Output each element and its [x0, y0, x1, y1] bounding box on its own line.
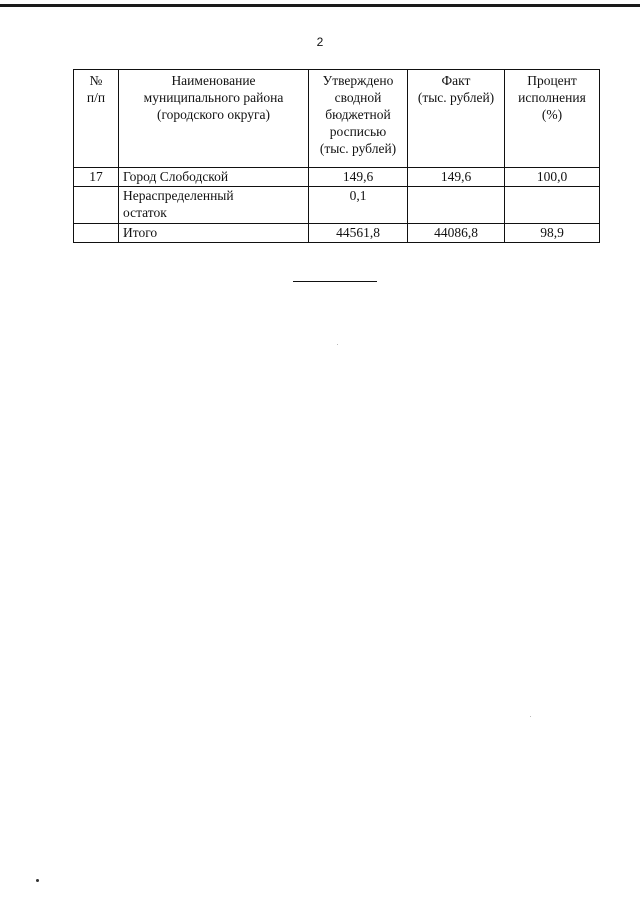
- top-scan-border: [0, 4, 640, 7]
- table-row: [74, 168, 600, 187]
- table-header-row: [74, 70, 600, 168]
- page-number: 2: [316, 35, 324, 49]
- row-name: Город Слободской: [119, 168, 309, 187]
- budget-execution-table: [73, 69, 600, 243]
- end-of-document-rule: [293, 281, 377, 282]
- row-fact: [408, 187, 505, 224]
- row-percent: 98,9: [505, 224, 600, 243]
- row-percent: 100,0: [505, 168, 600, 187]
- row-fact: 44086,8: [408, 224, 505, 243]
- header-percent: Процент исполнения (%): [505, 70, 600, 168]
- row-name: Итого: [119, 224, 309, 243]
- row-approved: 44561,8: [309, 224, 408, 243]
- header-approved: Утверждено сводной бюджетной росписью (тыс. рублей): [309, 70, 408, 168]
- row-number: [74, 224, 119, 243]
- row-fact: 149,6: [408, 168, 505, 187]
- row-approved: 149,6: [309, 168, 408, 187]
- table-row: [74, 187, 600, 224]
- row-number: [74, 187, 119, 224]
- scan-speck: [530, 716, 531, 717]
- scan-speck: [337, 344, 338, 345]
- row-name: Нераспределенный остаток: [119, 187, 309, 224]
- row-approved: 0,1: [309, 187, 408, 224]
- scan-speck: [36, 879, 39, 882]
- table-row-total: [74, 224, 600, 243]
- row-number: 17: [74, 168, 119, 187]
- header-fact: Факт (тыс. рублей): [408, 70, 505, 168]
- row-percent: [505, 187, 600, 224]
- header-municipality: Наименование муниципального района (городского округа): [119, 70, 309, 168]
- header-number: № п/п: [74, 70, 119, 168]
